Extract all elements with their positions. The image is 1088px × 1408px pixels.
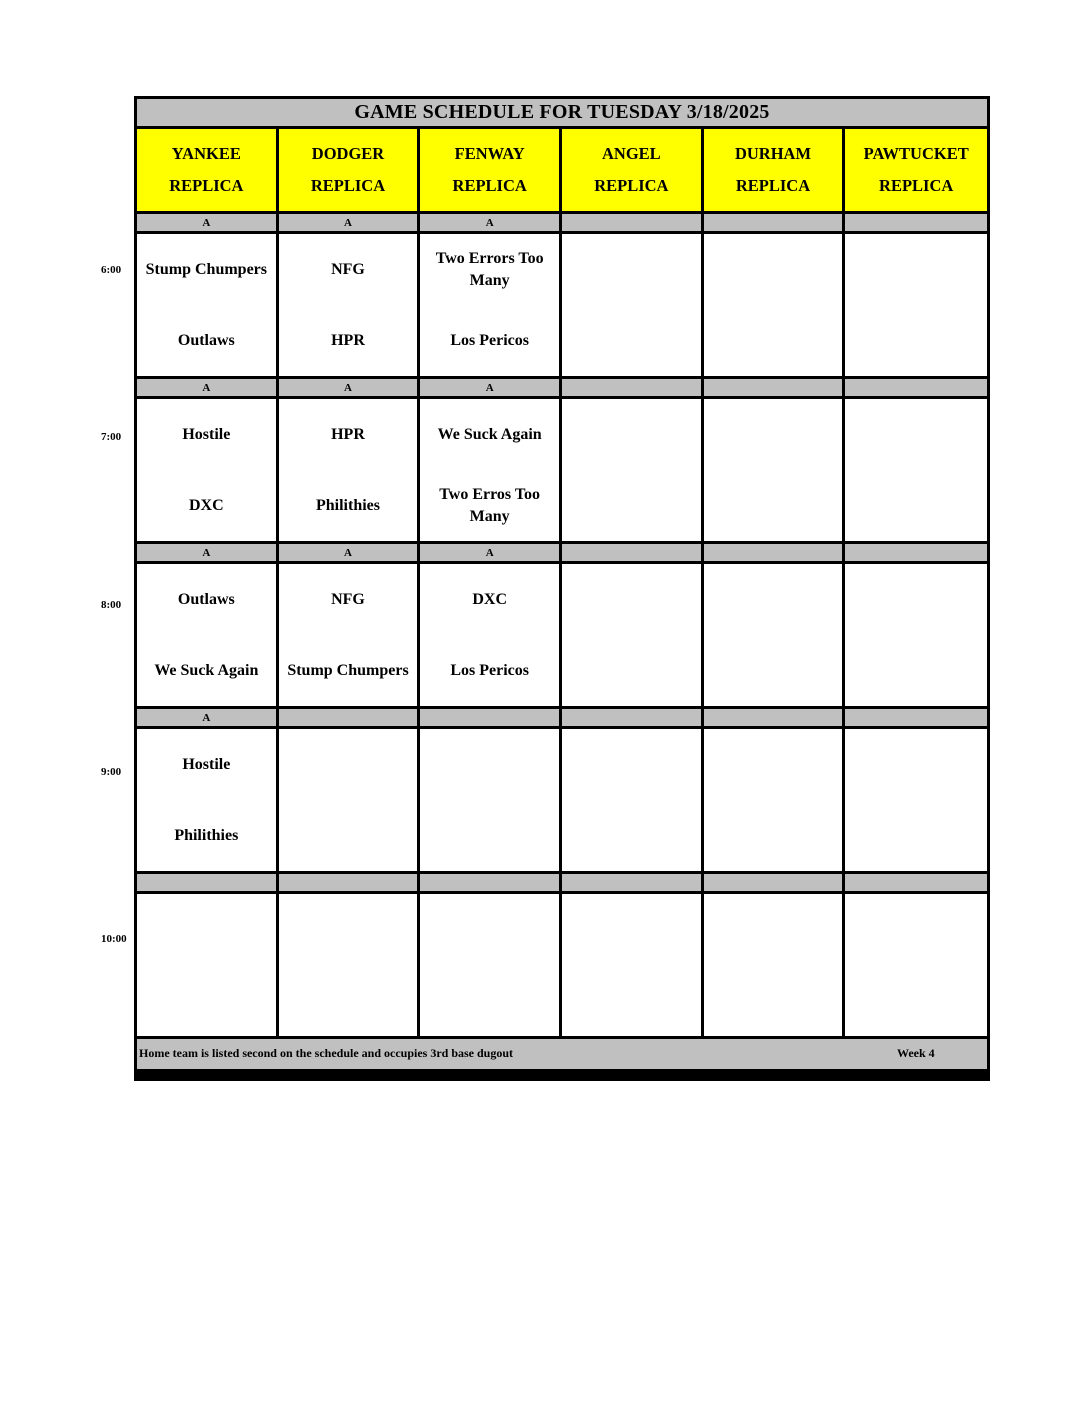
away-team <box>912 729 920 800</box>
slot-marker <box>420 874 562 894</box>
slot-marker <box>279 874 421 894</box>
home-team <box>344 965 352 1036</box>
slot-marker: A <box>420 214 562 234</box>
away-team: Hostile <box>182 755 231 773</box>
home-team <box>912 800 920 871</box>
game-cell <box>704 564 846 709</box>
slot-marker <box>845 709 987 729</box>
away-team <box>912 564 920 635</box>
home-team: Two Erros Too Many <box>439 485 541 525</box>
field-sub: REPLICA <box>735 176 811 195</box>
field-sub: REPLICA <box>310 176 386 195</box>
schedule-table <box>134 96 990 1081</box>
away-team: Outlaws <box>177 590 235 608</box>
away-team <box>627 894 635 965</box>
home-team: Philithies <box>315 496 380 514</box>
game-cell <box>562 894 704 1039</box>
away-team <box>486 729 494 800</box>
away-team <box>202 894 210 965</box>
away-team: We Suck Again <box>437 425 542 443</box>
away-team: Two Errors Too Many <box>435 249 544 289</box>
home-team: Outlaws <box>177 331 235 349</box>
home-team <box>769 800 777 871</box>
home-team <box>627 800 635 871</box>
away-team <box>344 894 352 965</box>
home-team <box>486 800 494 871</box>
home-team <box>912 305 920 376</box>
slot-marker <box>562 379 704 399</box>
week-label: Week 4 <box>897 1046 935 1060</box>
away-team <box>769 234 777 305</box>
home-team <box>769 305 777 376</box>
home-team <box>912 965 920 1036</box>
away-team: Hostile <box>182 425 231 443</box>
game-cell <box>279 399 421 544</box>
home-team: Los Pericos <box>450 331 529 349</box>
field-name: DODGER <box>311 144 385 163</box>
game-cell <box>845 894 987 1039</box>
away-team: HPR <box>331 425 365 443</box>
slot-marker: A <box>420 544 562 564</box>
game-cell <box>704 729 846 874</box>
game-cell <box>845 234 987 379</box>
away-team <box>627 564 635 635</box>
away-team: NFG <box>331 260 365 278</box>
schedule-footer <box>137 1039 987 1069</box>
game-cell <box>562 729 704 874</box>
footer-note: Home team is listed second on the schedule and occupies 3rd base dugout <box>139 1046 514 1060</box>
home-team <box>486 965 494 1036</box>
away-team <box>912 399 920 470</box>
slot-marker <box>845 214 987 234</box>
game-cell <box>279 729 421 874</box>
game-cell <box>279 234 421 379</box>
field-name: FENWAY <box>454 144 525 163</box>
home-team <box>769 965 777 1036</box>
game-cell <box>845 399 987 544</box>
home-team <box>627 470 635 541</box>
game-cell <box>420 894 562 1039</box>
away-team <box>769 729 777 800</box>
game-cell <box>420 234 562 379</box>
away-team <box>627 729 635 800</box>
slot-marker <box>845 544 987 564</box>
game-cell <box>704 399 846 544</box>
field-header-pawtucket <box>845 129 987 214</box>
away-team <box>912 234 920 305</box>
time-label-10: 10:00 <box>101 933 127 945</box>
time-label-8: 8:00 <box>101 599 122 611</box>
slot-marker <box>137 874 279 894</box>
away-team: Stump Chumpers <box>145 260 267 278</box>
game-cell <box>420 399 562 544</box>
home-team <box>769 470 777 541</box>
home-team <box>627 965 635 1036</box>
slot-marker: A <box>137 379 279 399</box>
slot-marker: A <box>137 214 279 234</box>
away-team <box>627 234 635 305</box>
slot-marker: A <box>279 214 421 234</box>
slot-marker: A <box>279 544 421 564</box>
field-header-yankee <box>137 129 279 214</box>
field-header-dodger <box>279 129 421 214</box>
game-cell <box>279 894 421 1039</box>
game-cell <box>562 564 704 709</box>
game-cell <box>420 564 562 709</box>
field-name: YANKEE <box>171 144 241 163</box>
game-cell <box>137 894 279 1039</box>
slot-marker <box>704 544 846 564</box>
slot-marker: A <box>137 709 279 729</box>
game-cell <box>137 234 279 379</box>
away-team: DXC <box>472 590 507 608</box>
game-cell <box>845 564 987 709</box>
game-cell <box>704 894 846 1039</box>
away-team <box>912 894 920 965</box>
field-sub: REPLICA <box>452 176 527 195</box>
away-team <box>344 729 352 800</box>
home-team: Philithies <box>174 826 239 844</box>
field-name: DURHAM <box>734 144 812 163</box>
slot-marker <box>562 709 704 729</box>
field-header-durham <box>704 129 846 214</box>
slot-marker <box>420 709 562 729</box>
game-cell <box>420 729 562 874</box>
field-header-angel <box>562 129 704 214</box>
slot-marker: A <box>279 379 421 399</box>
away-team <box>769 399 777 470</box>
game-cell <box>137 729 279 874</box>
home-team: DXC <box>188 496 224 514</box>
home-team: Stump Chumpers <box>287 661 409 679</box>
slot-marker <box>704 874 846 894</box>
away-team <box>486 894 494 965</box>
slot-marker <box>704 379 846 399</box>
field-name: PAWTUCKET <box>863 144 969 163</box>
home-team <box>627 635 635 706</box>
schedule-title: GAME SCHEDULE FOR TUESDAY 3/18/2025 <box>137 99 987 129</box>
field-sub: REPLICA <box>594 176 669 195</box>
home-team <box>769 635 777 706</box>
game-cell <box>562 399 704 544</box>
slot-marker <box>704 709 846 729</box>
time-label-7: 7:00 <box>101 431 122 443</box>
field-sub: REPLICA <box>169 176 244 195</box>
field-sub: REPLICA <box>879 176 954 195</box>
game-cell <box>845 729 987 874</box>
field-name: ANGEL <box>601 144 661 163</box>
slot-marker <box>279 709 421 729</box>
away-team <box>769 894 777 965</box>
game-cell <box>137 564 279 709</box>
home-team: Los Pericos <box>450 661 529 679</box>
game-cell <box>704 234 846 379</box>
slot-marker <box>562 214 704 234</box>
home-team: We Suck Again <box>154 661 259 679</box>
slot-marker: A <box>420 379 562 399</box>
home-team <box>912 635 920 706</box>
home-team <box>202 965 210 1036</box>
slot-marker <box>845 874 987 894</box>
time-label-9: 9:00 <box>101 766 122 778</box>
field-header-fenway <box>420 129 562 214</box>
game-cell <box>279 564 421 709</box>
home-team <box>912 470 920 541</box>
away-team: NFG <box>331 590 365 608</box>
home-team <box>627 305 635 376</box>
slot-marker <box>562 544 704 564</box>
away-team <box>627 399 635 470</box>
slot-marker <box>562 874 704 894</box>
home-team: HPR <box>331 331 365 349</box>
home-team <box>344 800 352 871</box>
time-label-6: 6:00 <box>101 264 122 276</box>
game-cell <box>137 399 279 544</box>
away-team <box>769 564 777 635</box>
slot-marker <box>845 379 987 399</box>
slot-marker <box>704 214 846 234</box>
game-cell <box>562 234 704 379</box>
slot-marker: A <box>137 544 279 564</box>
